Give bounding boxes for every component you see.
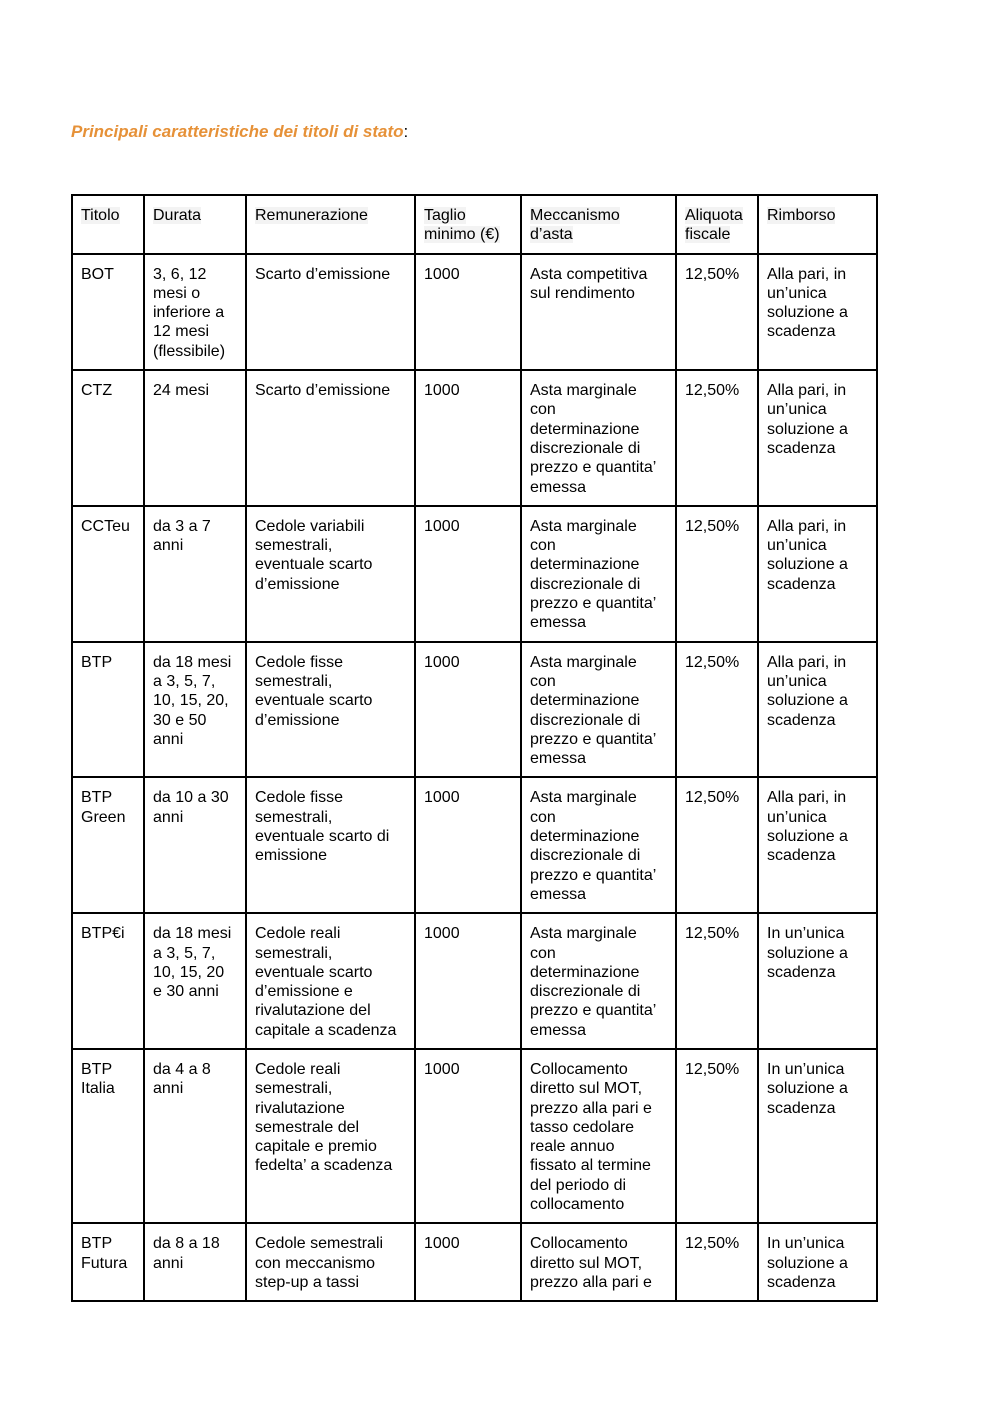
- cell-meccanismo-asta: Asta marginale con determinazione discrezionale di prezzo e quantita’ emessa: [521, 642, 676, 778]
- cell-remunerazione: Scarto d’emissione: [246, 254, 415, 370]
- cell-taglio-minimo: 1000: [415, 777, 521, 913]
- cell-titolo: BTP: [72, 642, 144, 778]
- cell-aliquota-fiscale: 12,50%: [676, 642, 758, 778]
- table-row: [72, 1049, 877, 1223]
- cell-durata: da 18 mesi a 3, 5, 7, 10, 15, 20, 30 e 50 anni: [144, 642, 246, 778]
- cell-aliquota-fiscale: 12,50%: [676, 506, 758, 642]
- cell-taglio-minimo: 1000: [415, 642, 521, 778]
- table-row: [72, 254, 877, 370]
- cell-aliquota-fiscale: 12,50%: [676, 1049, 758, 1223]
- cell-titolo: BTP Italia: [72, 1049, 144, 1223]
- cell-rimborso: In un’unica soluzione a scadenza: [758, 913, 877, 1049]
- government-bonds-table: [71, 194, 878, 1302]
- cell-remunerazione: Cedole semestrali con meccanismo step-up a tassi: [246, 1223, 415, 1301]
- cell-taglio-minimo: 1000: [415, 1049, 521, 1223]
- cell-aliquota-fiscale: 12,50%: [676, 254, 758, 370]
- cell-remunerazione: Cedole variabili semestrali, eventuale scarto d’emissione: [246, 506, 415, 642]
- cell-meccanismo-asta: Asta marginale con determinazione discrezionale di prezzo e quantita’ emessa: [521, 777, 676, 913]
- cell-titolo: BTP Green: [72, 777, 144, 913]
- cell-taglio-minimo: 1000: [415, 913, 521, 1049]
- document-heading: [71, 121, 408, 143]
- cell-durata: da 3 a 7 anni: [144, 506, 246, 642]
- cell-aliquota-fiscale: 12,50%: [676, 370, 758, 506]
- cell-durata: da 18 mesi a 3, 5, 7, 10, 15, 20 e 30 anni: [144, 913, 246, 1049]
- header-aliquota-fiscale: Aliquota fiscale: [676, 195, 758, 254]
- cell-taglio-minimo: 1000: [415, 370, 521, 506]
- cell-remunerazione: Cedole reali semestrali, eventuale scarto d’emissione e rivalutazione del capitale a scadenza: [246, 913, 415, 1049]
- cell-remunerazione: Cedole reali semestrali, rivalutazione semestrale del capitale e premio fedelta’ a scadenza: [246, 1049, 415, 1223]
- cell-meccanismo-asta: Collocamento diretto sul MOT, prezzo alla pari e tasso cedolare reale annuo fissato al termine del periodo di collocamento: [521, 1049, 676, 1223]
- cell-durata: da 4 a 8 anni: [144, 1049, 246, 1223]
- cell-titolo: BOT: [72, 254, 144, 370]
- cell-taglio-minimo: 1000: [415, 1223, 521, 1301]
- table-row: [72, 913, 877, 1049]
- cell-titolo: BTP€i: [72, 913, 144, 1049]
- cell-rimborso: Alla pari, in un’unica soluzione a scadenza: [758, 370, 877, 506]
- cell-rimborso: In un’unica soluzione a scadenza: [758, 1049, 877, 1223]
- cell-meccanismo-asta: Asta marginale con determinazione discrezionale di prezzo e quantita’ emessa: [521, 506, 676, 642]
- table-header-row: [72, 195, 877, 254]
- cell-remunerazione: Cedole fisse semestrali, eventuale scarto di emissione: [246, 777, 415, 913]
- cell-meccanismo-asta: Collocamento diretto sul MOT, prezzo alla pari e: [521, 1223, 676, 1301]
- cell-taglio-minimo: 1000: [415, 254, 521, 370]
- cell-remunerazione: Cedole fisse semestrali, eventuale scarto d’emissione: [246, 642, 415, 778]
- cell-taglio-minimo: 1000: [415, 506, 521, 642]
- cell-remunerazione: Scarto d’emissione: [246, 370, 415, 506]
- header-rimborso: Rimborso: [758, 195, 877, 254]
- cell-titolo: CTZ: [72, 370, 144, 506]
- heading-colon: :: [403, 122, 409, 141]
- table-row: [72, 777, 877, 913]
- cell-rimborso: Alla pari, in un’unica soluzione a scadenza: [758, 254, 877, 370]
- table-row: [72, 1223, 877, 1301]
- cell-rimborso: Alla pari, in un’unica soluzione a scadenza: [758, 506, 877, 642]
- table-row: [72, 506, 877, 642]
- cell-durata: da 10 a 30 anni: [144, 777, 246, 913]
- heading-title: Principali caratteristiche dei titoli di stato: [71, 122, 404, 141]
- cell-titolo: CCTeu: [72, 506, 144, 642]
- cell-meccanismo-asta: Asta marginale con determinazione discrezionale di prezzo e quantita’ emessa: [521, 370, 676, 506]
- header-meccanismo-asta: Meccanismo d’asta: [521, 195, 676, 254]
- header-taglio-minimo: Taglio minimo (€): [415, 195, 521, 254]
- cell-rimborso: In un’unica soluzione a scadenza: [758, 1223, 877, 1301]
- cell-meccanismo-asta: Asta competitiva sul rendimento: [521, 254, 676, 370]
- cell-aliquota-fiscale: 12,50%: [676, 1223, 758, 1301]
- header-titolo: Titolo: [72, 195, 144, 254]
- cell-rimborso: Alla pari, in un’unica soluzione a scadenza: [758, 642, 877, 778]
- cell-durata: 24 mesi: [144, 370, 246, 506]
- header-durata: Durata: [144, 195, 246, 254]
- cell-aliquota-fiscale: 12,50%: [676, 777, 758, 913]
- cell-durata: da 8 a 18 anni: [144, 1223, 246, 1301]
- cell-aliquota-fiscale: 12,50%: [676, 913, 758, 1049]
- cell-meccanismo-asta: Asta marginale con determinazione discrezionale di prezzo e quantita’ emessa: [521, 913, 676, 1049]
- header-remunerazione: Remunerazione: [246, 195, 415, 254]
- cell-rimborso: Alla pari, in un’unica soluzione a scadenza: [758, 777, 877, 913]
- cell-durata: 3, 6, 12 mesi o inferiore a 12 mesi (flessibile): [144, 254, 246, 370]
- table-row: [72, 370, 877, 506]
- table-row: [72, 642, 877, 778]
- cell-titolo: BTP Futura: [72, 1223, 144, 1301]
